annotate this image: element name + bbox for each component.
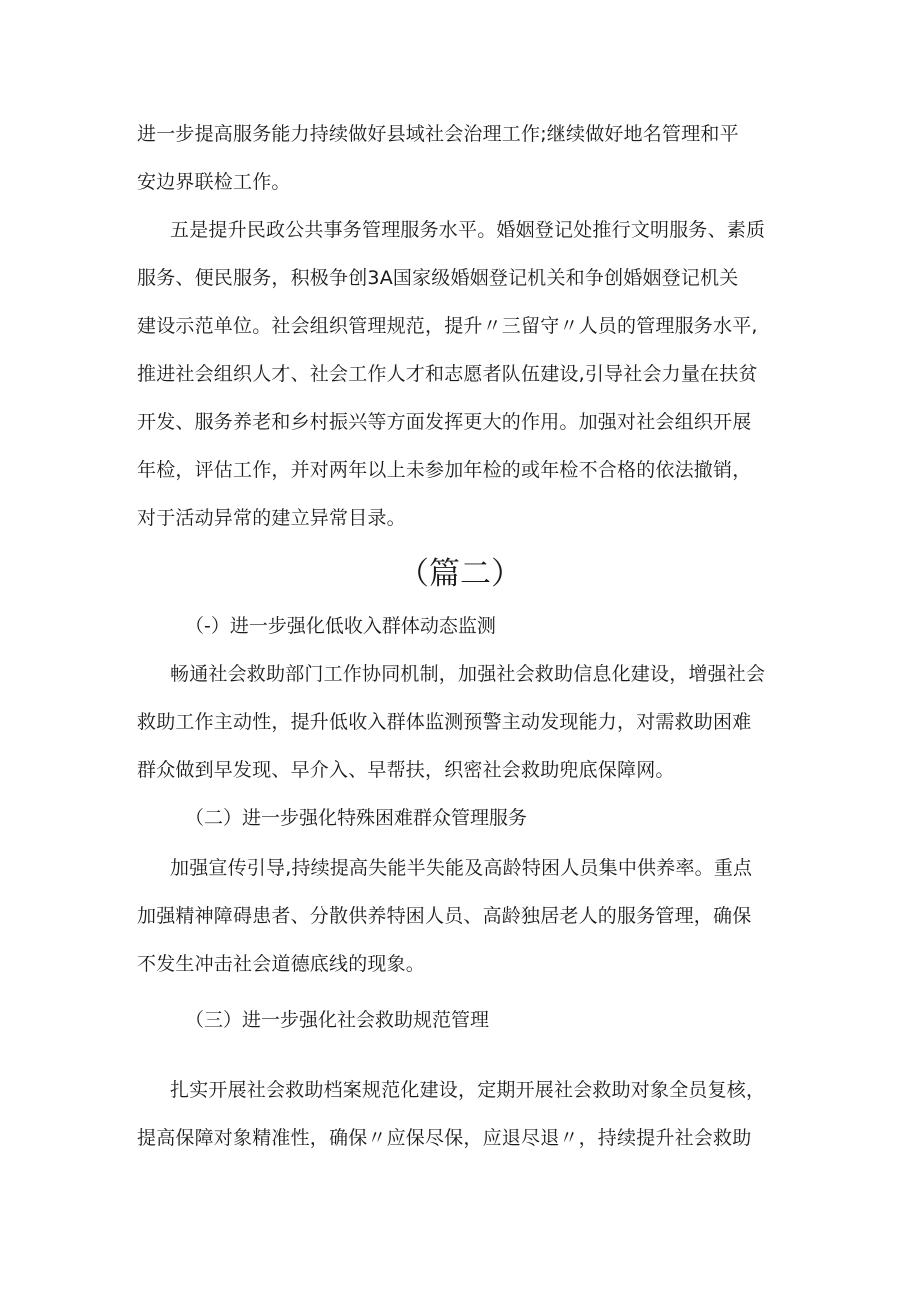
paragraph-line: 群众做到早发现、早介入、早帮扶，织密社会救助兜底保障网。 — [137, 759, 675, 781]
paragraph-line: 推进社会组织人才、社会工作人才和志愿者队伍建设,引导社会力量在扶贫 — [137, 363, 758, 385]
paragraph-line: 建设示范单位。社会组织管理规范，提升〃三留守〃人员的管理服务水平, — [137, 315, 758, 337]
subsection-title: （二）进一步强化特殊困难群众管理服务 — [185, 807, 528, 829]
paragraph-line: 安边界联检工作。 — [137, 171, 291, 193]
paragraph-line: 加强精神障碍患者、分散供养特困人员、高龄独居老人的服务管理，确保 — [137, 905, 752, 927]
paragraph-line: 不发生冲击社会道德底线的现象。 — [137, 953, 426, 975]
paragraph-line: 服务、便民服务，积极争创3A国家级婚姻登记机关和争创婚姻登记机关 — [137, 267, 739, 289]
subsection-title: （-）进一步强化低收入群体动态监测 — [185, 615, 496, 637]
paragraph-line: 开发、服务养老和乡村振兴等方面发挥更大的作用。加强对社会组织开展 — [137, 411, 752, 433]
paragraph-line: 畅通社会救助部门工作协同机制，加强社会救助信息化建设，增强社会 — [170, 663, 766, 685]
paragraph-line: 年检，评估工作，并对两年以上未参加年检的或年检不合格的依法撤销， — [137, 459, 752, 481]
subsection-title: （三）进一步强化社会救助规范管理 — [185, 1009, 490, 1031]
paragraph-line: 进一步提高服务能力持续做好县域社会治理工作;继续做好地名管理和平 — [137, 123, 739, 145]
paragraph-line: 五是提升民政公共事务管理服务水平。婚姻登记处推行文明服务、素质 — [170, 219, 766, 241]
paragraph-line: 对于活动异常的建立异常目录。 — [137, 507, 406, 529]
paragraph-line: 扎实开展社会救助档案规范化建设，定期开展社会救助对象全员复核， — [170, 1079, 766, 1101]
paragraph-line: 加强宣传引导,持续提高失能半失能及高龄特困人员集中供养率。重点 — [170, 857, 753, 879]
paragraph-line: 救助工作主动性，提升低收入群体监测预警主动发现能力，对需救助困难 — [137, 711, 752, 733]
paragraph-line: 提高保障对象精准性，确保〃应保尽保，应退尽退〃，持续提升社会救助 — [137, 1127, 752, 1149]
section-title: （篇二） — [398, 556, 522, 592]
